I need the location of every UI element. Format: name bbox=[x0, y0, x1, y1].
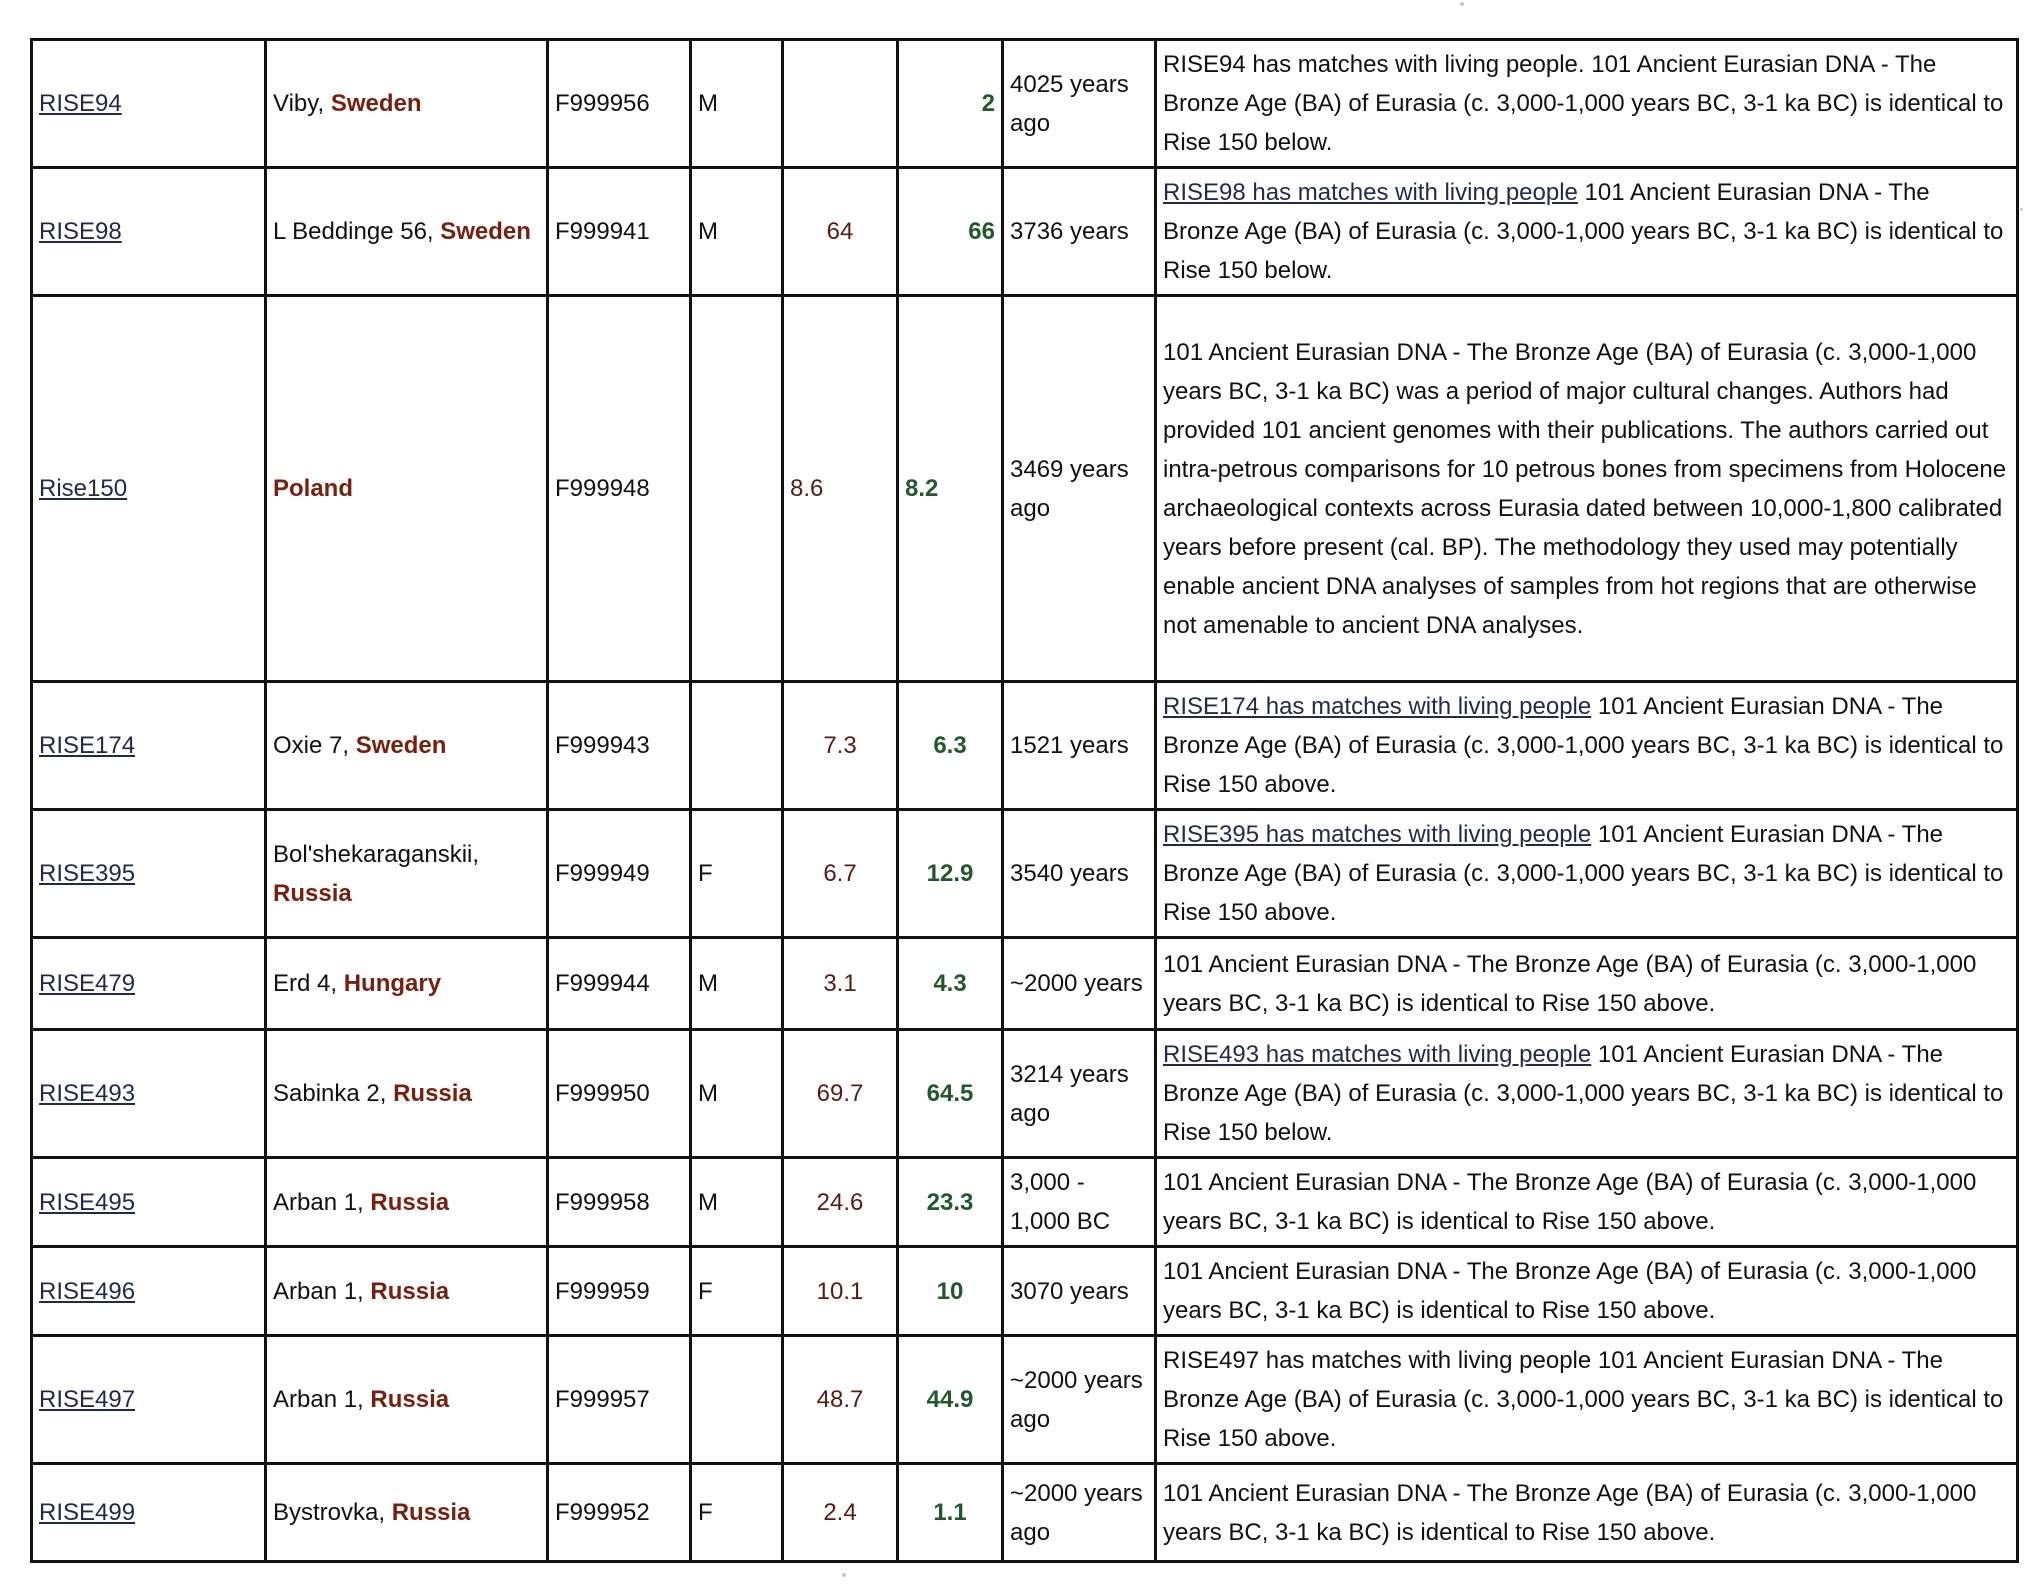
table-row bbox=[32, 938, 2018, 1030]
sex-cell bbox=[691, 296, 783, 682]
country-name: Sweden bbox=[330, 90, 422, 117]
sex-value: M bbox=[698, 1080, 718, 1107]
location-cell bbox=[266, 40, 548, 168]
age-value: 3070 years bbox=[1010, 1277, 1129, 1305]
value-b-cell bbox=[898, 1030, 1003, 1158]
value-b: 6.3 bbox=[933, 732, 967, 759]
notes-cell bbox=[1156, 1336, 2018, 1464]
record-id-cell bbox=[548, 682, 691, 810]
country-name: Russia bbox=[391, 1499, 471, 1526]
country-name: Poland bbox=[273, 475, 354, 502]
sample-cell bbox=[32, 810, 266, 938]
sample-cell bbox=[32, 1247, 266, 1336]
sex-cell bbox=[691, 938, 783, 1030]
age-value: 3540 years bbox=[1010, 860, 1129, 887]
age-value: ~2000 years bbox=[1010, 970, 1143, 997]
sample-link[interactable]: Rise150 bbox=[39, 475, 128, 502]
location-cell bbox=[266, 1030, 548, 1158]
ancient-dna-table bbox=[30, 38, 2019, 1563]
country-name: Russia bbox=[370, 1188, 450, 1216]
place-name: Bystrovka, bbox=[273, 1499, 392, 1526]
sample-link[interactable]: RISE496 bbox=[39, 1277, 136, 1305]
age-cell bbox=[1003, 1336, 1156, 1464]
age-cell bbox=[1003, 168, 1156, 296]
age-value: 4025 years ago bbox=[1010, 70, 1129, 137]
place-name: L Beddinge 56, bbox=[273, 218, 441, 245]
value-b-cell bbox=[898, 682, 1003, 810]
sex-value: M bbox=[698, 90, 718, 117]
record-id: F999949 bbox=[555, 860, 650, 887]
age-value: 3469 years ago bbox=[1010, 455, 1129, 522]
record-id-cell bbox=[548, 810, 691, 938]
place-name: Arban 1, bbox=[273, 1386, 371, 1413]
age-cell bbox=[1003, 938, 1156, 1030]
country-name: Russia bbox=[370, 1277, 450, 1305]
notes-cell bbox=[1156, 1464, 2018, 1562]
matches-link[interactable]: RISE493 has matches with living people bbox=[1163, 1041, 1592, 1068]
sex-cell bbox=[691, 40, 783, 168]
value-b-cell bbox=[898, 1464, 1003, 1562]
notes-text: 101 Ancient Eurasian DNA - The Bronze Age (BA) of Eurasia (c. 3,000-1,000 years BC, 3-1 ka BC) is identical to Rise 150 above. bbox=[1163, 693, 2004, 798]
record-id: F999959 bbox=[555, 1277, 650, 1305]
country-name: Russia bbox=[393, 1080, 472, 1107]
notes-text: 101 Ancient Eurasian DNA - The Bronze Age (BA) of Eurasia (c. 3,000-1,000 years BC, 3-1 ka BC) was a period of major cultural changes. Authors had provided 101 ancient genomes with their publications. The authors carried out intra-petrous comparisons for 10 petrous bones from specimens from Holocene archaeological contexts across Eurasia dated between 10,000-1,800 calibrated years before present (cal. BP). The methodology they used may potentially enable ancient DNA analyses of samples from hot regions that are otherwise not amenable to ancient DNA analyses. bbox=[1163, 338, 2007, 639]
location-cell bbox=[266, 682, 548, 810]
table-row bbox=[32, 1158, 2018, 1247]
value-b: 12.9 bbox=[926, 860, 974, 887]
notes-cell bbox=[1156, 168, 2018, 296]
place-name: Oxie 7, bbox=[273, 732, 356, 759]
value-a: 8.6 bbox=[790, 475, 824, 502]
table-row bbox=[32, 810, 2018, 938]
sample-link[interactable]: RISE94 bbox=[39, 90, 122, 117]
record-id-cell bbox=[548, 938, 691, 1030]
table-body bbox=[32, 40, 2018, 1562]
sex-cell bbox=[691, 1247, 783, 1336]
age-cell bbox=[1003, 1030, 1156, 1158]
value-a-cell bbox=[783, 1464, 898, 1562]
sex-value: M bbox=[698, 970, 718, 997]
value-b: 1.1 bbox=[933, 1499, 967, 1526]
table-row bbox=[32, 1464, 2018, 1562]
value-a: 2.4 bbox=[823, 1499, 857, 1526]
value-b: 2 bbox=[981, 90, 995, 117]
sex-value: F bbox=[698, 860, 713, 887]
value-b: 10 bbox=[936, 1277, 964, 1305]
value-a: 24.6 bbox=[816, 1188, 864, 1216]
value-a: 3.1 bbox=[823, 970, 857, 997]
location-cell bbox=[266, 296, 548, 682]
place-name: Erd 4, bbox=[273, 970, 344, 997]
notes-text: 101 Ancient Eurasian DNA - The Bronze Age (BA) of Eurasia (c. 3,000-1,000 years BC, 3-1 ka BC) is identical to Rise 150 above. bbox=[1163, 1479, 1977, 1546]
place-name: Bol'shekaraganskii, bbox=[273, 840, 480, 868]
notes-cell bbox=[1156, 296, 2018, 682]
sex-cell bbox=[691, 1464, 783, 1562]
location-cell bbox=[266, 938, 548, 1030]
age-value: 1521 years bbox=[1010, 732, 1129, 759]
sample-cell bbox=[32, 296, 266, 682]
value-a-cell bbox=[783, 682, 898, 810]
location-cell bbox=[266, 1336, 548, 1464]
age-cell bbox=[1003, 1158, 1156, 1247]
record-id: F999958 bbox=[555, 1188, 650, 1216]
value-b-cell bbox=[898, 296, 1003, 682]
record-id: F999948 bbox=[555, 475, 650, 502]
record-id-cell bbox=[548, 168, 691, 296]
age-value: 3,000 - 1,000 BC bbox=[1010, 1169, 1111, 1235]
sex-value: M bbox=[698, 1188, 718, 1216]
document-sheet bbox=[30, 38, 2016, 1563]
sex-cell bbox=[691, 810, 783, 938]
value-b: 44.9 bbox=[926, 1386, 974, 1413]
notes-cell bbox=[1156, 682, 2018, 810]
table-row bbox=[32, 168, 2018, 296]
age-value: 3736 years bbox=[1010, 218, 1129, 245]
age-cell bbox=[1003, 810, 1156, 938]
notes-cell bbox=[1156, 1158, 2018, 1247]
age-cell bbox=[1003, 1464, 1156, 1562]
table-row bbox=[32, 40, 2018, 168]
value-a-cell bbox=[783, 810, 898, 938]
value-b-cell bbox=[898, 40, 1003, 168]
value-a: 7.3 bbox=[823, 732, 857, 759]
sample-link[interactable]: RISE174 bbox=[39, 732, 136, 759]
location-cell bbox=[266, 168, 548, 296]
value-a-cell bbox=[783, 1336, 898, 1464]
sample-cell bbox=[32, 682, 266, 810]
value-a-cell bbox=[783, 168, 898, 296]
value-a-cell bbox=[783, 296, 898, 682]
value-a: 6.7 bbox=[823, 860, 857, 887]
country-name: Sweden bbox=[440, 218, 531, 245]
table-row bbox=[32, 1336, 2018, 1464]
age-cell bbox=[1003, 40, 1156, 168]
sample-link[interactable]: RISE479 bbox=[39, 970, 136, 997]
value-a-cell bbox=[783, 1030, 898, 1158]
notes-text: 101 Ancient Eurasian DNA - The Bronze Age (BA) of Eurasia (c. 3,000-1,000 years BC, 3-1 ka BC) is identical to Rise 150 above. bbox=[1163, 821, 2004, 926]
notes-text: 101 Ancient Eurasian DNA - The Bronze Age (BA) of Eurasia (c. 3,000-1,000 years BC, 3-1 ka BC) is identical to Rise 150 above. bbox=[1163, 1169, 1977, 1235]
record-id: F999943 bbox=[555, 732, 650, 759]
value-a-cell bbox=[783, 1247, 898, 1336]
sample-cell bbox=[32, 938, 266, 1030]
age-value: ~2000 years ago bbox=[1010, 1366, 1143, 1433]
record-id: F999952 bbox=[555, 1499, 650, 1526]
value-b-cell bbox=[898, 938, 1003, 1030]
sample-link[interactable]: RISE493 bbox=[39, 1080, 136, 1107]
sex-value: M bbox=[698, 218, 718, 245]
location-cell bbox=[266, 1158, 548, 1247]
scan-speck bbox=[2020, 208, 2023, 211]
sex-cell bbox=[691, 168, 783, 296]
sample-link[interactable]: RISE395 bbox=[39, 860, 136, 887]
age-cell bbox=[1003, 296, 1156, 682]
sample-cell bbox=[32, 1464, 266, 1562]
scan-speck bbox=[1460, 2, 1464, 6]
notes-cell bbox=[1156, 1247, 2018, 1336]
place-name: Viby, bbox=[273, 90, 331, 117]
country-name: Hungary bbox=[343, 970, 442, 997]
value-b-cell bbox=[898, 1247, 1003, 1336]
notes-cell bbox=[1156, 938, 2018, 1030]
matches-link[interactable]: RISE98 has matches with living people bbox=[1163, 179, 1578, 206]
country-name: Russia bbox=[273, 879, 352, 907]
sample-cell bbox=[32, 1030, 266, 1158]
record-id-cell bbox=[548, 1030, 691, 1158]
location-cell bbox=[266, 810, 548, 938]
record-id-cell bbox=[548, 1247, 691, 1336]
location-cell bbox=[266, 1464, 548, 1562]
value-b-cell bbox=[898, 810, 1003, 938]
notes-cell bbox=[1156, 810, 2018, 938]
place-name: Arban 1, bbox=[273, 1188, 371, 1216]
record-id: F999956 bbox=[555, 90, 650, 117]
scan-speck bbox=[842, 1573, 846, 1577]
value-b-cell bbox=[898, 168, 1003, 296]
sex-value: F bbox=[698, 1277, 713, 1305]
value-a: 64 bbox=[826, 218, 854, 245]
sex-cell bbox=[691, 1336, 783, 1464]
age-cell bbox=[1003, 682, 1156, 810]
notes-text: 101 Ancient Eurasian DNA - The Bronze Age (BA) of Eurasia (c. 3,000-1,000 years BC, 3-1 ka BC) is identical to Rise 150 below. bbox=[1163, 179, 2004, 284]
notes-cell bbox=[1156, 1030, 2018, 1158]
sex-cell bbox=[691, 1158, 783, 1247]
sex-value: F bbox=[698, 1499, 713, 1526]
record-id: F999944 bbox=[555, 970, 650, 997]
value-a: 48.7 bbox=[816, 1386, 864, 1413]
sample-link[interactable]: RISE495 bbox=[39, 1188, 136, 1216]
value-a-cell bbox=[783, 1158, 898, 1247]
table-row bbox=[32, 1247, 2018, 1336]
value-b: 4.3 bbox=[933, 970, 967, 997]
value-a-cell bbox=[783, 40, 898, 168]
sample-cell bbox=[32, 1336, 266, 1464]
value-b-cell bbox=[898, 1158, 1003, 1247]
record-id: F999941 bbox=[555, 218, 650, 245]
country-name: Russia bbox=[370, 1386, 450, 1413]
value-b: 64.5 bbox=[926, 1080, 974, 1107]
notes-text: 101 Ancient Eurasian DNA - The Bronze Age (BA) of Eurasia (c. 3,000-1,000 years BC, 3-1 ka BC) is identical to Rise 150 above. bbox=[1163, 950, 1977, 1017]
sample-link[interactable]: RISE98 bbox=[39, 218, 122, 245]
table-row bbox=[32, 296, 2018, 682]
matches-link[interactable]: RISE395 has matches with living people bbox=[1163, 821, 1592, 848]
sample-link[interactable]: RISE497 bbox=[39, 1386, 136, 1413]
value-a-cell bbox=[783, 938, 898, 1030]
notes-text: RISE94 has matches with living people. 101 Ancient Eurasian DNA - The Bronze Age (BA) of Eurasia (c. 3,000-1,000 years BC, 3-1 ka BC) is identical to Rise 150 below. bbox=[1163, 51, 2004, 156]
table-row bbox=[32, 682, 2018, 810]
value-a: 69.7 bbox=[816, 1080, 864, 1107]
value-b: 23.3 bbox=[926, 1188, 974, 1216]
value-a: 10.1 bbox=[816, 1277, 864, 1305]
notes-text: 101 Ancient Eurasian DNA - The Bronze Age (BA) of Eurasia (c. 3,000-1,000 years BC, 3-1 ka BC) is identical to Rise 150 below. bbox=[1163, 1041, 2004, 1146]
table-row bbox=[32, 1030, 2018, 1158]
place-name: Sabinka 2, bbox=[273, 1080, 394, 1107]
record-id-cell bbox=[548, 1464, 691, 1562]
sample-cell bbox=[32, 1158, 266, 1247]
record-id-cell bbox=[548, 1336, 691, 1464]
location-cell bbox=[266, 1247, 548, 1336]
record-id: F999957 bbox=[555, 1386, 650, 1413]
country-name: Sweden bbox=[355, 732, 447, 759]
matches-link[interactable]: RISE174 has matches with living people bbox=[1163, 693, 1592, 720]
record-id: F999950 bbox=[555, 1080, 650, 1107]
sample-cell bbox=[32, 40, 266, 168]
age-value: 3214 years ago bbox=[1010, 1060, 1129, 1127]
sex-cell bbox=[691, 1030, 783, 1158]
value-b: 8.2 bbox=[905, 475, 939, 502]
sample-cell bbox=[32, 168, 266, 296]
sample-link[interactable]: RISE499 bbox=[39, 1499, 136, 1526]
sex-cell bbox=[691, 682, 783, 810]
notes-text: 101 Ancient Eurasian DNA - The Bronze Age (BA) of Eurasia (c. 3,000-1,000 years BC, 3-1 ka BC) is identical to Rise 150 above. bbox=[1163, 1258, 1977, 1324]
record-id-cell bbox=[548, 40, 691, 168]
value-b-cell bbox=[898, 1336, 1003, 1464]
notes-cell bbox=[1156, 40, 2018, 168]
record-id-cell bbox=[548, 296, 691, 682]
record-id-cell bbox=[548, 1158, 691, 1247]
age-value: ~2000 years ago bbox=[1010, 1479, 1143, 1546]
place-name: Arban 1, bbox=[273, 1277, 371, 1305]
age-cell bbox=[1003, 1247, 1156, 1336]
notes-text: RISE497 has matches with living people 101 Ancient Eurasian DNA - The Bronze Age (BA) of Eurasia (c. 3,000-1,000 years BC, 3-1 ka BC) is identical to Rise 150 above. bbox=[1163, 1347, 2004, 1452]
value-b: 66 bbox=[968, 218, 995, 245]
